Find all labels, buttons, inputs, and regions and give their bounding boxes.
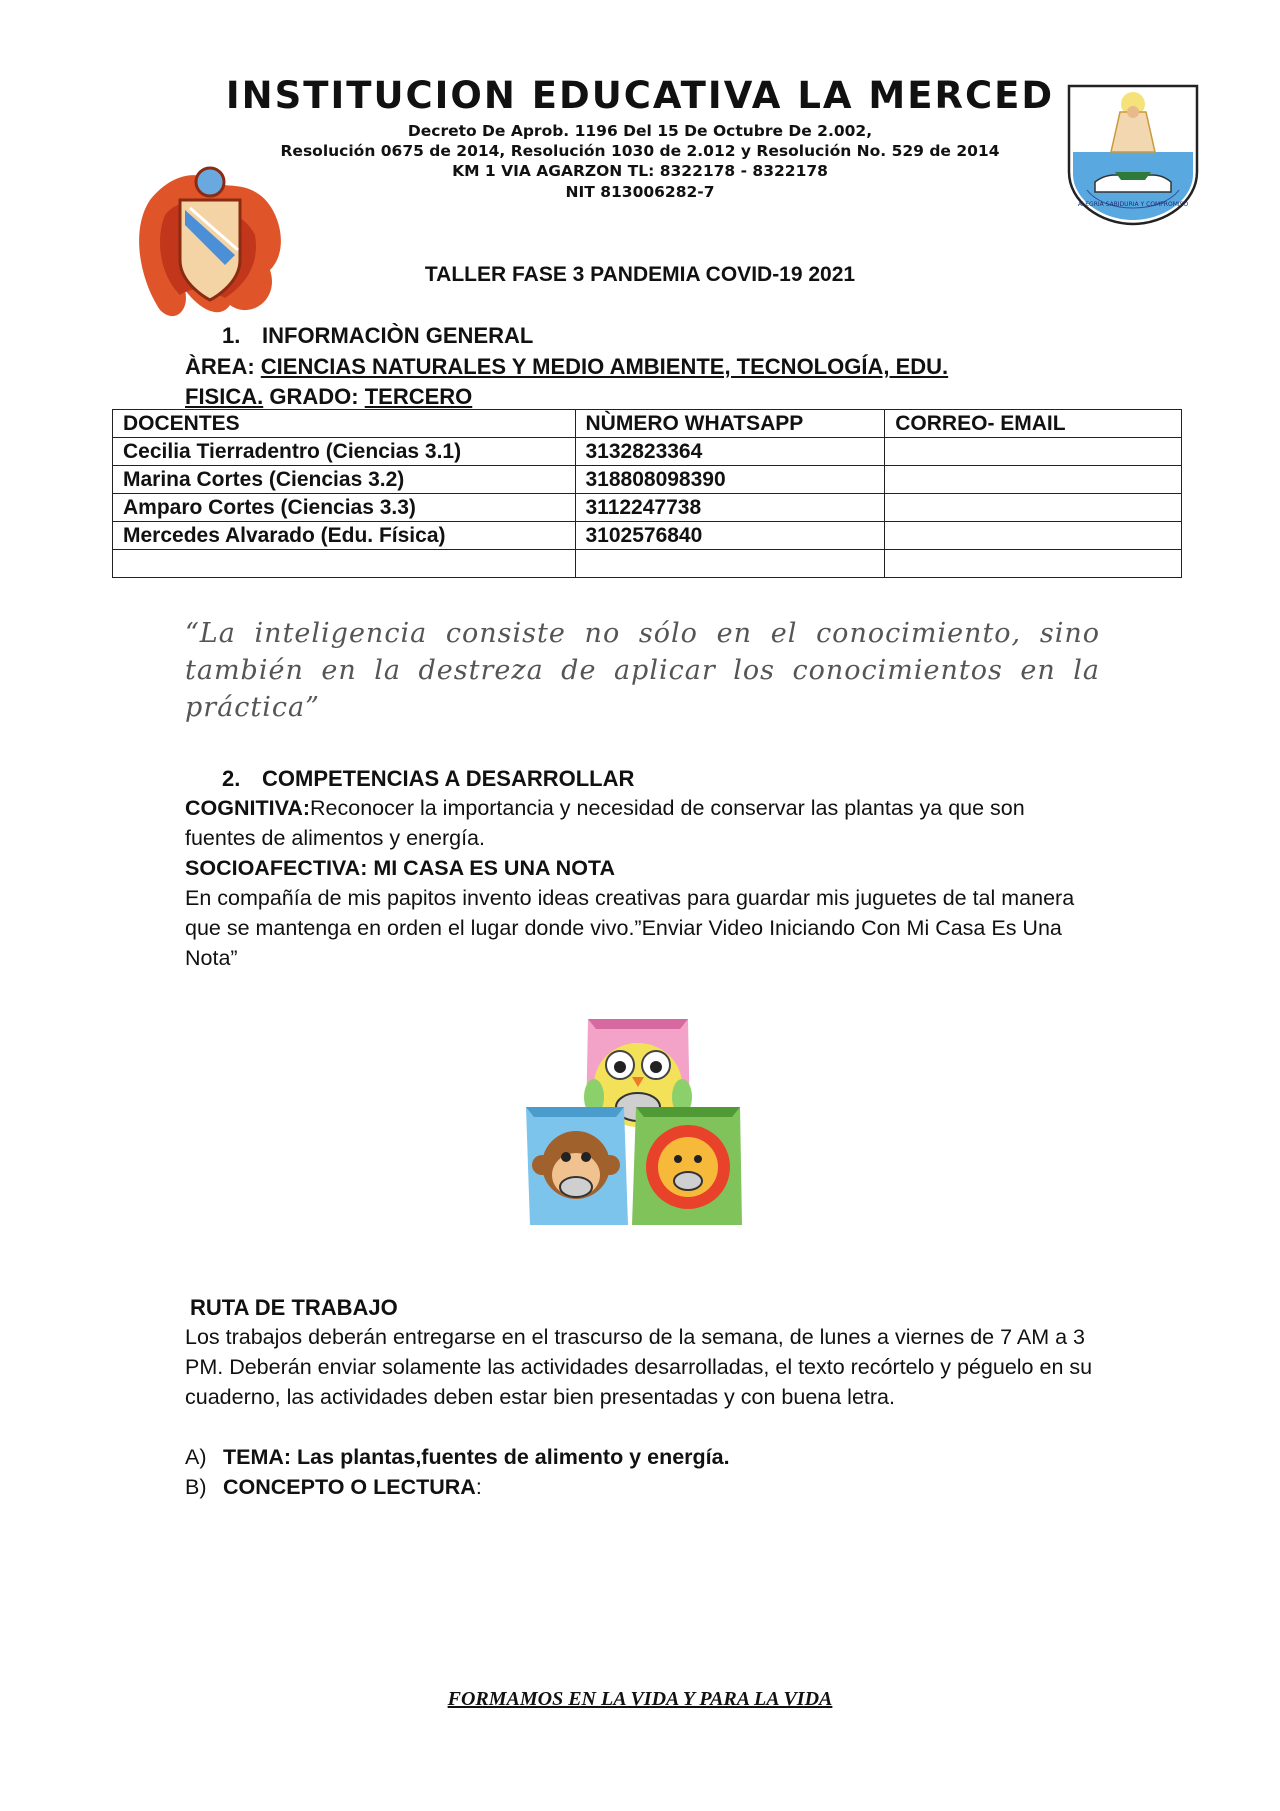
item-b xyxy=(223,1472,482,1502)
cognitiva-label: COGNITIVA: xyxy=(185,796,311,820)
whatsapp-number: 318808098390 xyxy=(575,466,885,494)
teacher-name: Marina Cortes (Ciencias 3.2) xyxy=(113,466,576,494)
logo-motto: ALEGRIA SABIDURIA Y COMPROMISO xyxy=(1077,201,1189,208)
whatsapp-number xyxy=(575,550,885,578)
nit-line: NIT 813006282-7 xyxy=(565,183,715,201)
email-cell xyxy=(885,466,1182,494)
item-b-text: CONCEPTO O LECTURA xyxy=(223,1475,476,1499)
socioafectiva-text: En compañía de mis papitos invento ideas creativas para guardar mis juguetes de tal manera que se mantenga en orden el lugar donde vivo.”Enviar Video Iniciando Con Mi Casa Es Una Nota” xyxy=(185,886,1075,970)
handshake-icon xyxy=(1115,172,1151,180)
section2-heading: COMPETENCIAS A DESARROLLAR xyxy=(262,766,635,791)
cognitiva-text: Reconocer la importancia y necesidad de conservar las plantas ya que son fuentes de alimentos y energía. xyxy=(185,796,1025,850)
school-crest-logo xyxy=(130,160,290,330)
ruta-text: Los trabajos deberán entregarse en el trascurso de la semana, de lunes a viernes de 7 AM a 3 PM. Deberán enviar solamente las actividades desarrolladas, el texto recórtelo y péguelo en su cuaderno, las actividades deben estar bien presentadas y con buena letra. xyxy=(185,1325,1093,1409)
section1-number: 1. xyxy=(222,323,241,348)
toy-storage-boxes-image xyxy=(520,1015,760,1235)
resolutions-line: Resolución 0675 de 2014, Resolución 1030 de 2.012 y Resolución No. 529 de 2014 xyxy=(280,142,1000,160)
monkey-box xyxy=(526,1107,628,1225)
item-a-marker: A) xyxy=(185,1445,207,1469)
item-a-text: TEMA: Las plantas,fuentes de alimento y energía. xyxy=(223,1445,730,1469)
decree-line: Decreto De Aprob. 1196 Del 15 De Octubre De 2.002, xyxy=(407,122,873,140)
teacher-name: Mercedes Alvarado (Edu. Física) xyxy=(113,522,576,550)
table-row xyxy=(113,466,1182,494)
email-cell xyxy=(885,438,1182,466)
section1-heading: INFORMACIÒN GENERAL xyxy=(262,323,534,348)
table-row xyxy=(113,438,1182,466)
address-line: KM 1 VIA AGARZON TL: 8322178 - 8322178 xyxy=(452,162,828,180)
table-row xyxy=(113,522,1182,550)
table-header-cell: NÙMERO WHATSAPP xyxy=(575,410,885,438)
teachers-table xyxy=(112,409,1182,578)
ruta-heading: RUTA DE TRABAJO xyxy=(190,1295,398,1320)
whatsapp-number: 3132823364 xyxy=(575,438,885,466)
teacher-name: Cecilia Tierradentro (Ciencias 3.1) xyxy=(113,438,576,466)
lion-box xyxy=(632,1107,742,1225)
la-merced-logo xyxy=(1065,82,1201,228)
whatsapp-number: 3102576840 xyxy=(575,522,885,550)
document-title: TALLER FASE 3 PANDEMIA COVID-19 2021 xyxy=(424,263,856,286)
table-header-cell: CORREO- EMAIL xyxy=(885,410,1182,438)
whatsapp-number: 3112247738 xyxy=(575,494,885,522)
grade-value: TERCERO xyxy=(364,384,473,409)
footer-motto: FORMAMOS EN LA VIDA Y PARA LA VIDA xyxy=(447,1688,833,1710)
item-b-marker: B) xyxy=(185,1475,207,1499)
crest-helmet xyxy=(196,168,224,196)
cognitiva-paragraph xyxy=(185,793,1100,853)
email-cell xyxy=(885,550,1182,578)
institution-name: INSTITUCION EDUCATIVA LA MERCED xyxy=(225,74,1055,117)
area-label: ÀREA: xyxy=(185,354,255,379)
email-cell xyxy=(885,494,1182,522)
section2-number: 2. xyxy=(222,766,241,791)
table-row xyxy=(113,494,1182,522)
table-header-row xyxy=(113,410,1182,438)
socioafectiva-label: SOCIOAFECTIVA: MI CASA ES UNA NOTA xyxy=(185,856,615,880)
email-cell xyxy=(885,522,1182,550)
teacher-name: Amparo Cortes (Ciencias 3.3) xyxy=(113,494,576,522)
area-value-cont: FISICA. xyxy=(185,384,264,409)
area-value: CIENCIAS NATURALES Y MEDIO AMBIENTE, TECNOLOGÍA, EDU. xyxy=(260,354,949,379)
grade-label: GRADO: xyxy=(269,384,359,409)
quote: “La inteligencia consiste no sólo en el conocimiento, sino también en la destreza de aplicar los conocimientos en la práctica” xyxy=(185,618,1100,723)
teacher-name xyxy=(113,550,576,578)
table-row xyxy=(113,550,1182,578)
area-line xyxy=(185,352,948,412)
table-header-cell: DOCENTES xyxy=(113,410,576,438)
item-b-suffix: : xyxy=(475,1475,482,1499)
